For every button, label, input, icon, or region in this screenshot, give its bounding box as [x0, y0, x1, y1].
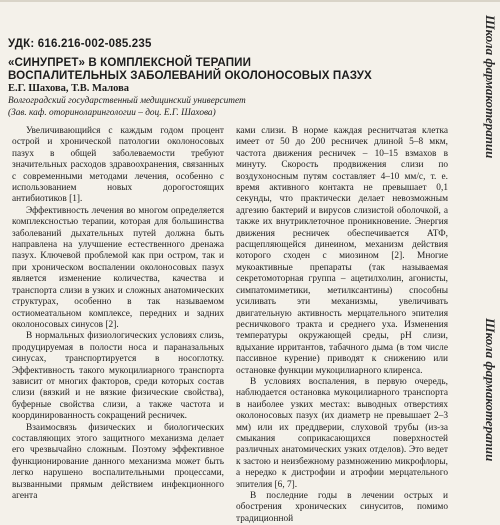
paragraph: Эффективность лечения во многом определяется комплексностью терапии, которая для большинства заболеваний дыхательных путей должна быть направлена на улучшение естественного дренажа пазух. Ключевой проблемой как при остром, так и при хроническом воспалении околоносовых пазух является изменение количества, качества и транспорта слизи в узких и сложных анатомических структурах, особенно в так называемом остиомеатальном комплексе, передних и задних околоносовых синусов [2]. [12, 205, 224, 330]
article-authors: Е.Г. Шахова, Т.В. Малова [8, 83, 130, 94]
title-line: ВОСПАЛИТЕЛЬНЫХ ЗАБОЛЕВАНИЙ ОКОЛОНОСОВЫХ ПАЗУХ [8, 69, 372, 82]
paragraph: Увеличивающийся с каждым годом процент острой и хронической патологии околоносовых пазух в общей заболеваемости требуют значительных расходов здравоохранения, связанных с современными методами лечения, особенно с использованием новых дорогостоящих антибиотиков [1]. [12, 126, 224, 205]
author-affiliation [8, 96, 448, 119]
affiliation-line: (Зав. каф. оториноларингологии – доц. Е.Г. Шахова) [8, 107, 216, 118]
right-text-column [236, 126, 448, 525]
affiliation-line: Волгоградский государственный медицинский университет [8, 96, 246, 106]
top-edge [0, 0, 500, 2]
section-sidebar-label: Школа фармакотерапии [483, 15, 498, 159]
title-line: «СИНУПРЕТ» В КОМПЛЕКСНОЙ ТЕРАПИИ [8, 56, 252, 69]
paragraph: В нормальных физиологических условиях слизь, продуцируемая в полости носа и параназальных синусах, транспортируется в носоглотку. Эффективность такого мукоцилиарного транспорта зависит от многих факторов, среди которых состав слизи (вязкий и не вязкие физические свойства), буферные свойства слизи, а также частота и координированность сокращений ресничек. [12, 331, 224, 422]
paragraph: ками слизи. В норме каждая реснитчатая клетка имеет от 50 до 200 ресничек длиной 5–8 мкм, частота движения ресничек – 10–15 взмахов в минуту. Скорость продвижения слизи по воздухоносным путям составляет 4–10 мм/с, т. е. время активного контакта не превышает 0,1 секунды, что практически делает невозможным адгезию бактерий и вирусов слизистой оболочкой, а также их внутриклеточное проникновение. Энергия движения ресничек обеспечивается АТФ, расщепляющейся динеином, механизм действия которого сходен с миозином [2]. Многие мукоактивные препараты (так называемая секретомоторная группа – ацетилхолин, агонисты, симпатомиметики, метилксантины) способны усиливать эти механизмы, увеличивать двигательную активность мерцательного эпителия ресничкового тракта и среднего уха. Изменения температуры окружающей среды, pH слизи, вдыхание ирритантов, табачного дыма (в том числе пассивное курение) приводят к снижению или остановке функции мукоцилиарного клиренса. [236, 126, 448, 376]
left-text-column [12, 126, 224, 502]
paragraph: Взаимосвязь физических и биологических составляющих этого защитного механизма делает его чрезвычайно сложным. Поэтому эффективное функционирование данного механизма может быть легко нарушено воспалительными процессами, вызванными прямым действием инфекционного агента [12, 422, 224, 501]
udk-code: УДК: 616.216-002-085.235 [8, 38, 152, 50]
paragraph: В последние годы в лечении острых и обострения хронических синуситов, помимо традиционной [236, 491, 448, 524]
article-title [8, 56, 453, 82]
section-sidebar-label: Школа фармакотерапии [483, 318, 498, 462]
paragraph: В условиях воспаления, в первую очередь, наблюдается остановка мукоцилиарного транспорта в наиболее узких местах: выводных отверстиях околоносовых пазух (их диаметр не превышает 2–3 мм) или их преддверии, слуховой трубы (из-за смыкания соприкасающихся поверхностей различных анатомических узких отделов). Это ведет к застою и неизбежному размножению микрофлоры, а нередко к дистрофии и атрофии мерцательного эпителия [6, 7]. [236, 376, 448, 490]
